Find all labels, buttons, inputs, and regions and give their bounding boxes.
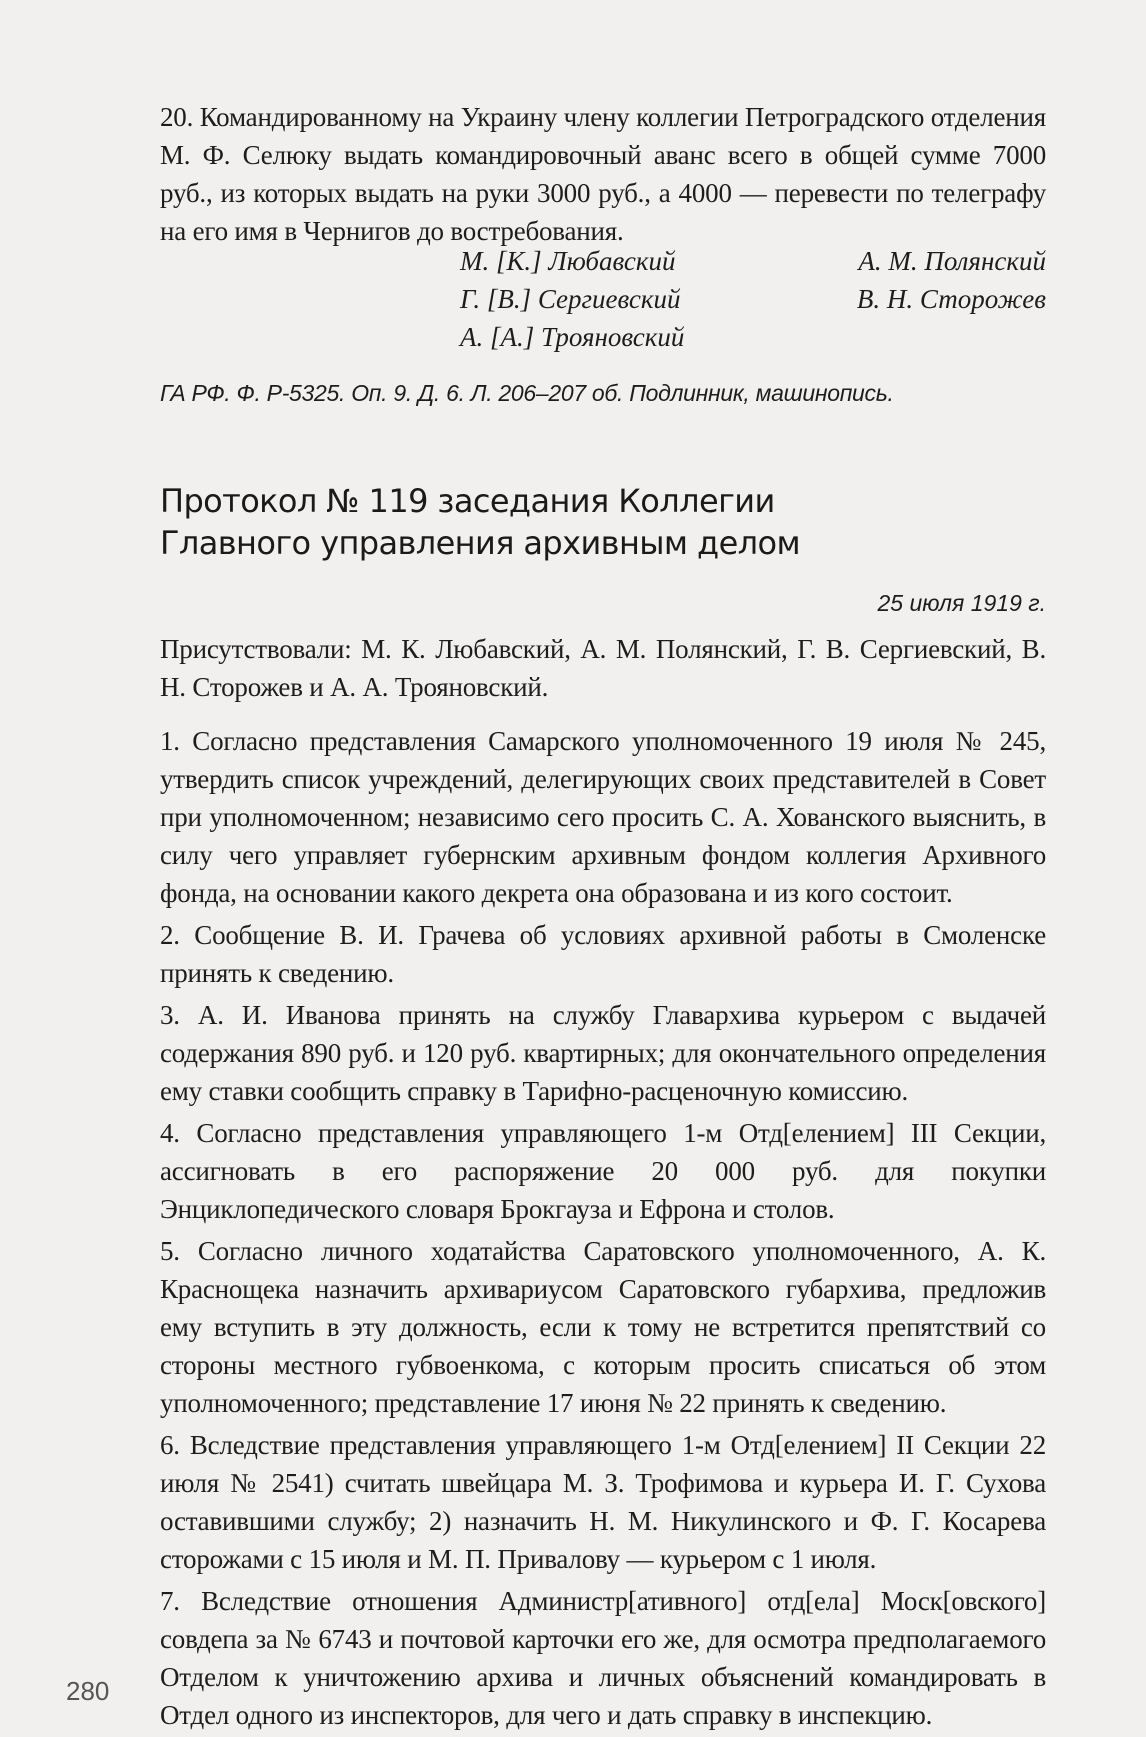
protocol-date: 25 июля 1919 г. bbox=[877, 590, 1046, 616]
item-4: 4. Согласно представления управляющего 1-м Отд[елением] III Секции, ассигновать в его распоряжение 20 000 руб. для покупки Энциклопедического словаря Брокгауза и Ефрона и столов. bbox=[160, 1118, 1046, 1224]
item-1: 1. Согласно представления Самарского уполномоченного 19 июля № 245, утвердить список учреждений, делегирующих своих представителей в Совет при уполномоченном; независимо сего просить С. А. Хованского выяснить, в силу чего управляет губернским архивным фондом коллегия Архивного фонда, на основании какого декрета она образована и из кого состоит. bbox=[160, 726, 1046, 908]
page-number: 280 bbox=[66, 1676, 110, 1706]
archival-source: ГА РФ. Ф. Р-5325. Оп. 9. Д. 6. Л. 206–207 об. Подлинник, машинопись. bbox=[160, 380, 894, 406]
signature-sergievsky: Г. [В.] Сергиевский bbox=[460, 284, 681, 314]
item-6: 6. Вследствие представления управляющего 1-м Отд[елением] II Секции 22 июля № 2541) считать швейцара М. З. Трофимова и курьера И. Г. Сухова оставившими службу; 2) назначить Н. М. Никулинского и Ф. Г. Косарева сторожами с 15 июля и М. П. Привалову — курьером с 1 июля. bbox=[160, 1430, 1046, 1574]
signature-storozhev: В. Н. Сторожев bbox=[856, 284, 1046, 314]
item-2: 2. Сообщение В. И. Грачева об условиях архивной работы в Смоленске принять к сведению. bbox=[160, 920, 1046, 988]
item-7: 7. Вследствие отношения Администр[ативного] отд[ела] Моск[овского] совдепа за № 6743 и почтовой карточки его же, для осмотра предполагаемого Отделом к уничтожению архива и личных объяснений командировать в Отдел одного из инспекторов, для чего и дать справку в инспекцию. bbox=[160, 1586, 1046, 1730]
item-5: 5. Согласно личного ходатайства Саратовского уполномоченного, А. К. Краснощека назначить архивариусом Саратовского губархива, предложив ему вступить в эту должность, если к тому не встретится препятствий со стороны местного губвоенкома, с которым просить списаться об этом уполномоченного; представление 17 июня № 22 принять к сведению. bbox=[160, 1236, 1046, 1418]
signature-block bbox=[160, 242, 1046, 356]
signature-troyanovsky: А. [А.] Трояновский bbox=[460, 322, 685, 352]
heading-line-2: Главного управления архивным делом bbox=[160, 524, 801, 562]
present-list: Присутствовали: М. К. Любавский, А. М. Полянский, Г. В. Сергиевский, В. Н. Сторожев и А. А. Трояновский. bbox=[160, 634, 1046, 702]
signature-row bbox=[160, 280, 1046, 318]
paragraph-20-text: 20. Командированному на Украину члену коллегии Петроградского отделения М. Ф. Селюку выдать командировочный аванс всего в общей сумме 7000 руб., из которых выдать на руки 3000 руб., а 4000 — перевести по телеграфу на его имя в Чернигов до востребования. bbox=[160, 102, 1046, 246]
signature-row bbox=[160, 242, 1046, 280]
signature-polyansky: А. М. Полянский bbox=[858, 246, 1046, 276]
protocol-body bbox=[160, 630, 1046, 1734]
signature-lubavsky: М. [К.] Любавский bbox=[460, 246, 676, 276]
signature-row bbox=[160, 318, 1046, 356]
paragraph-20 bbox=[160, 98, 1046, 250]
protocol-heading bbox=[160, 480, 800, 564]
item-3: 3. А. И. Иванова принять на службу Главархива курьером с выдачей содержания 890 руб. и 120 руб. квартирных; для окончательного определения ему ставки сообщить справку в Тарифно-расценочную комиссию. bbox=[160, 1000, 1046, 1106]
heading-line-1: Протокол № 119 заседания Коллегии bbox=[160, 482, 775, 520]
